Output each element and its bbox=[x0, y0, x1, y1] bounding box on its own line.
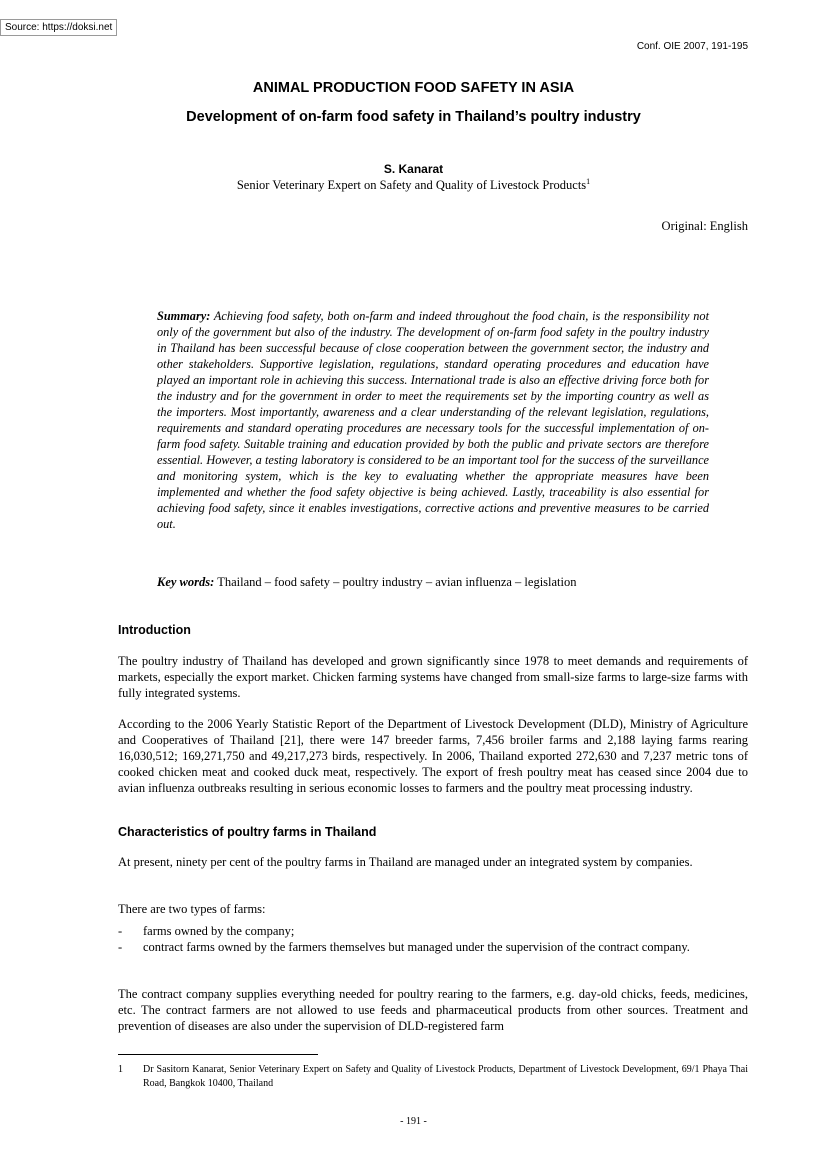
intro-paragraph-2: According to the 2006 Yearly Statistic Report of the Department of Livestock Development (DLD), Ministry of Agriculture and Cooperatives of Thailand [21], there were 147 breeder farms, 7,456 broiler farms and 2,188 laying farms rearing 16,030,512; 169,271,750 and 49,217,273 birds, respectively. In 2006, Thailand exported 272,630 and 7,237 metric tons of cooked chicken meat and cooked duck meat, respectively. The export of fresh poultry meat has ceased since 2004 due to avian influenza outbreaks resulting in serious economic losses to farmers and the poultry meat processing industry. bbox=[118, 717, 748, 795]
paper-subtitle: Development of on-farm food safety in Thailand’s poultry industry bbox=[186, 109, 641, 125]
footnote-marker: 1 bbox=[586, 177, 591, 186]
list-bullet: - bbox=[118, 940, 123, 954]
keywords-block bbox=[157, 574, 717, 590]
source-label: Source: https://doksi.net bbox=[0, 19, 117, 36]
footnote bbox=[118, 1063, 748, 1091]
list-item-text: contract farms owned by the farmers themselves but managed under the supervision of the contract company. bbox=[143, 940, 690, 954]
characteristics-paragraph-3: The contract company supplies everything needed for poultry rearing to the farmers, e.g. day-old chicks, feeds, medicines, etc. The contract farmers are not allowed to use feeds and pharmaceutical products from other sources. Treatment and prevention of diseases are also under the supervision of DLD-registered farm bbox=[118, 987, 748, 1033]
paper-title: ANIMAL PRODUCTION FOOD SAFETY IN ASIA bbox=[252, 80, 575, 96]
intro-paragraph-1: The poultry industry of Thailand has developed and grown significantly since 1978 to meet demands and requirements of markets, especially the export market. Chicken farming systems have changed from small-size farms to large-size farms with fully integrated systems. bbox=[118, 654, 748, 700]
footnote-text: Dr Sasitorn Kanarat, Senior Veterinary Expert on Safety and Quality of Livestock Products, Department of Livestock Development, 69/1 Phaya Thai Road, Bangkok 10400, Thailand bbox=[143, 1064, 748, 1089]
list-item bbox=[118, 923, 748, 939]
list-bullet: - bbox=[118, 924, 123, 938]
footnote-number: 1 bbox=[118, 1064, 123, 1075]
original-language: Original: English bbox=[661, 219, 748, 233]
author-name: S. Kanarat bbox=[383, 162, 444, 176]
characteristics-paragraph-1: At present, ninety per cent of the poultry farms in Thailand are managed under an integrated system by companies. bbox=[118, 855, 693, 869]
list-item-text: farms owned by the company; bbox=[143, 924, 295, 938]
summary-label: Summary: bbox=[157, 309, 211, 323]
list-item bbox=[118, 939, 748, 955]
section-heading-characteristics: Characteristics of poultry farms in Thailand bbox=[118, 825, 377, 839]
characteristics-paragraph-2: There are two types of farms: bbox=[118, 902, 266, 916]
keywords-label: Key words: bbox=[157, 575, 215, 589]
footnote-divider bbox=[118, 1054, 318, 1055]
author-affiliation bbox=[0, 177, 827, 193]
summary-text: Achieving food safety, both on-farm and indeed throughout the food chain, is the responsibility not only of the government but also of the industry. The development of on-farm food safety in the poultry industry in Thailand has been successful because of close cooperation between the government sector, the industry and other stakeholders. Supportive legislation, regulations, standard operating procedures and education have played an important role in achieving this success. International trade is also an effective driving force both for the industry and for the government in order to meet the requirements set by the importing country as well as the importers. Most importantly, awareness and a clear understanding of the relevant legislation, regulations, requirements and standard operating procedures are necessary tools for the successful implementation of on-farm food safety. Suitable training and education provided by both the public and private sectors are therefore essential. However, a testing laboratory is considered to be an important tool for the success of the surveillance and monitoring system, which is the key to evaluating whether the appropriate measures have been implemented and whether the food safety objective is being achieved. Lastly, traceability is also essential for achieving food safety, since it enables investigations, corrective actions and preventive measures to be carried out. bbox=[157, 309, 709, 531]
section-heading-introduction: Introduction bbox=[118, 623, 191, 637]
farm-types-list bbox=[118, 923, 748, 955]
conference-reference: Conf. OIE 2007, 191-195 bbox=[636, 41, 748, 52]
affiliation-text: Senior Veterinary Expert on Safety and Quality of Livestock Products bbox=[236, 178, 587, 193]
summary-block bbox=[157, 308, 709, 532]
keywords-text: Thailand – food safety – poultry industry – avian influenza – legislation bbox=[217, 575, 577, 589]
page-number: - 191 - bbox=[400, 1116, 427, 1127]
